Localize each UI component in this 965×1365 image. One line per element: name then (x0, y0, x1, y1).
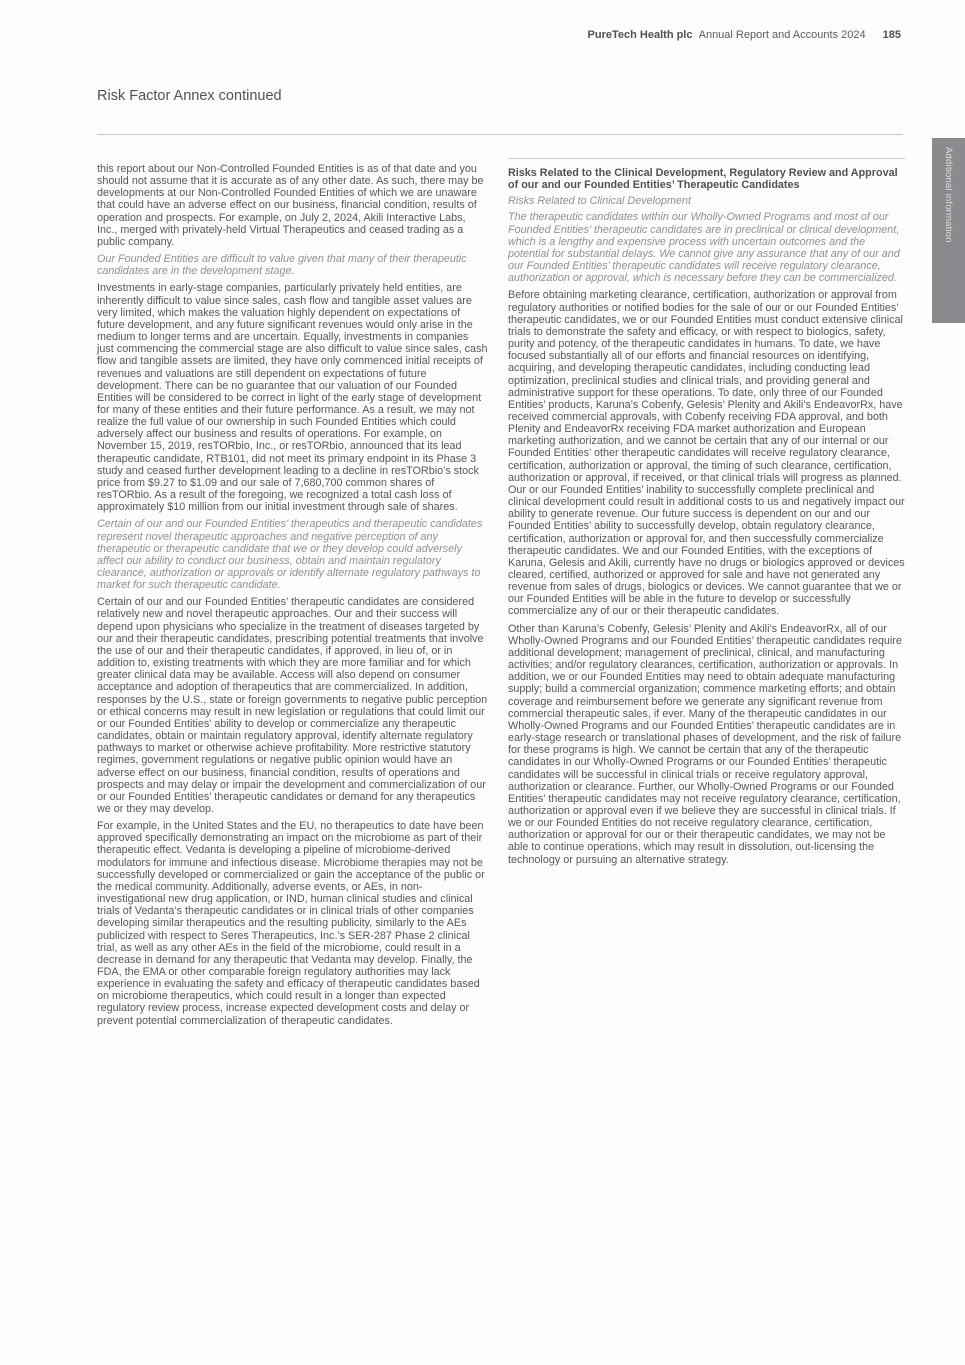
section-heading: Risks Related to the Clinical Development, Regulatory Review and Approval of our and our Founded Entities’ Therapeutic Candidates (508, 167, 898, 192)
running-header (588, 29, 901, 41)
paragraph: this report about our Non-Controlled Founded Entities is as of that date and you should not assume that it is accurate as of any other date. As such, there may be developments at our Non-Controlled Founded Entities of which we are unaware that could have an adverse effect on our business, financial condition, results of operation and prospects. For example, on July 2, 2024, Akili Interactive Labs, Inc., merged with privately-held Virtual Therapeutics and ceased trading as a public company. (97, 163, 484, 248)
paragraph: Certain of our and our Founded Entities’ therapeutic candidates are considered relatively new and novel therapeutic approaches. Our and their success will depend upon physicians who specialize in the treatment of diseases targeted by our and their therapeutic candidates, prescribing potential treatments that involve the use of our and their therapeutic candidates, if approved, in lieu of, or in addition to, existing treatments with which they are more familiar and for which greater clinical data may be available. Access will also depend on consumer acceptance and adoption of therapeutics that are commercialized. In addition, responses by the U.S., state or foreign governments to negative public perception or ethical concerns may result in new legislation or regulations that could limit our or our Founded Entities’ ability to develop or commercialize any therapeutic candidates, obtain or maintain regulatory approval, identify alternate regulatory pathways to market or otherwise achieve profitability. More restrictive statutory regimes, government regulations or negative public opinion would have an adverse effect on our business, financial condition, results of operations and prospects and may delay or impair the development and commercialization of our or our Founded Entities’ therapeutic candidates or demand for any therapeutics we or they may develop. (97, 596, 488, 815)
report-title-text: Annual Report and Accounts 2024 (698, 29, 866, 41)
risk-subheading: Certain of our and our Founded Entities’ therapeutics and therapeutic candidates represent novel therapeutic approaches and negative perception of any therapeutic or therapeutic candidate that we or they develop could adversely affect our ability to conduct our business, obtain and maintain regulatory clearance, authorization or approvals or identify alternate regulatory pathways to market for such therapeutic candidate. (97, 518, 483, 592)
company-name: PureTech Health plc (587, 29, 693, 41)
risk-subheading: The therapeutic candidates within our Wholly-Owned Programs and most of our Founded Entities’ therapeutic candidates are in preclinical or clinical development, which is a lengthy and expensive process with uncertain outcomes and the potential for substantial delays. We cannot give any assurance that any of our and our Founded Entities’ therapeutic candidates will receive regulatory clearance, authorization or approval, which is necessary before they can be commercialized. (508, 211, 900, 285)
page-number: 185 (882, 29, 901, 41)
section-title: Risk Factor Annex continued (97, 88, 282, 104)
left-column (97, 163, 488, 1032)
paragraph: Before obtaining marketing clearance, certification, authorization or approval from regulatory authorities or notified bodies for the sale of our or our Founded Entities’ therapeutic candidates, we or our Founded Entities must conduct extensive clinical trials to demonstrate the safety and efficacy, or with respect to biologics, safety, purity and potency, of the therapeutic candidates in humans. To date, we have focused substantially all of our efforts and financial resources on identifying, acquiring, and developing therapeutic candidates, including conducting lead optimization, preclinical studies and clinical trials, and providing general and administrative support for these operations. To date, only three of our Founded Entities’ products, Karuna’s Cobenfy, Gelesis’ Plenity and Akili’s EndeavorRx, have received commercial approvals, with Cobenfy receiving FDA approval, and both Plenity and EndeavorRx receiving FDA market authorization and European marketing authorization, and we cannot be certain that any of our internal or our Founded Entities’ other therapeutic candidates will receive regulatory clearance, certification, authorization or approval, the timing of such clearance, certification, authorization or approval, if received, or that clinical trials will progress as planned. Our or our Founded Entities’ inability to successfully complete preclinical and clinical development could result in additional costs to us and negatively impact our ability to generate revenue. Our future success is dependent on our and our Founded Entities’ ability to successfully develop, obtain regulatory clearance, certification, authorization or approval for, and then successfully commercialize therapeutic candidates. We and our Founded Entities, with the exceptions of Karuna, Gelesis and Akili, currently have no drugs or biologics approved or devices cleared, certified, authorized or approved for sale and have not generated any revenue from sales of drugs, biologics or devices. We cannot guarantee that we or our Founded Entities will be able in the future to develop or successfully commercialize any of our or their therapeutic candidates. (508, 289, 905, 618)
report-title (696, 29, 866, 41)
risk-subheading: Our Founded Entities are difficult to value given that many of their therapeutic candidates are in the development stage. (97, 253, 467, 278)
right-column (508, 158, 905, 871)
paragraph: For example, in the United States and the EU, no therapeutics to date have been approved specifically demonstrating an impact on the microbiome as part of their therapeutic effect. Vedanta is developing a pipeline of microbiome-derived modulators for immune and infectious disease. Microbiome therapies may not be successfully developed or commercialized or gain the acceptance of the public or the medical community. Additionally, adverse events, or AEs, in non-investigational new drug application, or IND, human clinical studies and clinical trials of Vedanta’s therapeutic candidates or in clinical trials of other companies developing similar therapeutics and the resulting publicity, similarly to the AEs publicized with respect to Seres Therapeutics, Inc.’s SER-287 Phase 2 clinical trial, as well as any other AEs in the field of the microbiome, could result in a decrease in demand for any therapeutic that Vedanta may develop. Finally, the FDA, the EMA or other comparable foreign regulatory authorities may lack experience in evaluating the safety and efficacy of therapeutic candidates based on microbiome therapeutics, which could result in a longer than expected regulatory review process, increase expected development costs and delay or prevent potential commercialization of therapeutic candidates. (97, 820, 485, 1027)
paragraph: Investments in early-stage companies, particularly privately held entities, are inherently difficult to value since sales, cash flow and tangible asset values are very limited, which makes the valuation highly dependent on expectations of future development, and any future significant revenues would only arise in the medium to longer terms and are uncertain. Equally, investments in companies just commencing the commercial stage are also difficult to value since sales, cash flow and tangible assets are limited, they have only commenced initial receipts of revenues and valuations are still dependent on expectations of future development. There can be no guarantee that our valuation of our Founded Entities will be considered to be correct in light of the early stage of development for many of these entities and their future performance. As a result, we may not realize the full value of our ownership in such Founded Entities which could adversely affect our business and results of operations. For example, on November 15, 2019, resTORbio, Inc., or resTORbio, announced that its lead therapeutic candidate, RTB101, did not meet its primary endpoint in its Phase 3 study and ceased further development leading to a decline in resTORbio’s stock price from $9.27 to $1.09 and our sale of 7,680,700 common shares of resTORbio. As a result of the foregoing, we recognized a total cash loss of approximately $10 million from our initial investment through sale of shares. (97, 282, 488, 514)
header-divider (97, 134, 903, 135)
paragraph: Other than Karuna’s Cobenfy, Gelesis’ Plenity and Akili’s EndeavorRx, all of our Wholly-Owned Programs and our Founded Entities’ therapeutic candidates require additional development; management of preclinical, clinical, and manufacturing activities; and/or regulatory clearances, certification, authorization or approvals. In addition, we or our Founded Entities may need to obtain adequate manufacturing supply; build a commercial organization; commence marketing efforts; and obtain coverage and reimbursement before we generate any significant revenue from commercial therapeutic sales, if ever. Many of the therapeutic candidates in our Wholly-Owned Programs and our Founded Entities’ therapeutic candidates are in early-stage research or translational phases of development, and the risk of failure for these programs is high. We cannot be certain that any of the therapeutic candidates in our Wholly-Owned Programs or our Founded Entities’ therapeutic candidates will be successful in clinical trials or receive regulatory approval, authorization or clearance. Further, our Wholly-Owned Programs or our Founded Entities’ therapeutic candidates may not receive regulatory clearance, certification, authorization or approval even if we believe they are successful in clinical trials. If we or our Founded Entities do not receive regulatory clearance, certification, authorization or approval for our or their therapeutic candidates, we may not be able to continue operations, which may result in dissolution, out-licensing the technology or pursuing an alternative strategy. (508, 622, 902, 866)
side-tab-additional-information (932, 138, 965, 323)
subsection-heading: Risks Related to Clinical Development (508, 195, 692, 208)
side-tab-label: Additional information (943, 147, 954, 243)
